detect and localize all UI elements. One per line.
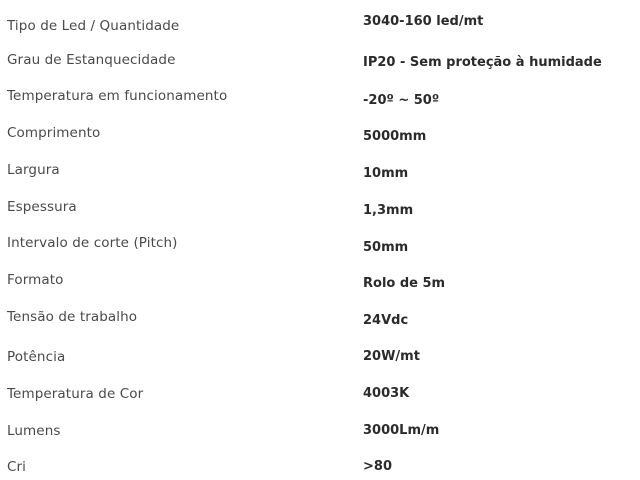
spec-value: 10mm [363, 166, 409, 181]
spec-label: Largura [7, 162, 60, 178]
spec-value: IP20 - Sem proteção à humidade [363, 55, 602, 70]
spec-value: 3000Lm/m [363, 423, 440, 438]
spec-label: Comprimento [7, 125, 101, 141]
spec-label: Temperatura em funcionamento [7, 88, 228, 104]
spec-value: 3040-160 led/mt [363, 14, 484, 29]
spec-label: Temperatura de Cor [7, 386, 144, 402]
spec-label: Cri [7, 459, 27, 475]
spec-label: Intervalo de corte (Pitch) [7, 235, 178, 251]
spec-label: Formato [7, 272, 64, 288]
spec-value: 50mm [363, 240, 409, 255]
spec-value: 4003K [363, 386, 410, 401]
spec-label: Grau de Estanquecidade [7, 52, 176, 68]
spec-label: Tipo de Led / Quantidade [7, 18, 180, 34]
spec-label: Potência [7, 349, 66, 365]
spec-value: >80 [363, 459, 392, 474]
spec-label: Tensão de trabalho [7, 309, 138, 325]
spec-label: Espessura [7, 199, 77, 215]
spec-value: -20º ~ 50º [363, 93, 440, 108]
spec-value: 24Vdc [363, 313, 409, 328]
spec-value: 20W/mt [363, 349, 420, 364]
spec-label: Lumens [7, 423, 61, 439]
spec-value: 1,3mm [363, 203, 414, 218]
spec-value: 5000mm [363, 129, 427, 144]
spec-value: Rolo de 5m [363, 276, 446, 291]
